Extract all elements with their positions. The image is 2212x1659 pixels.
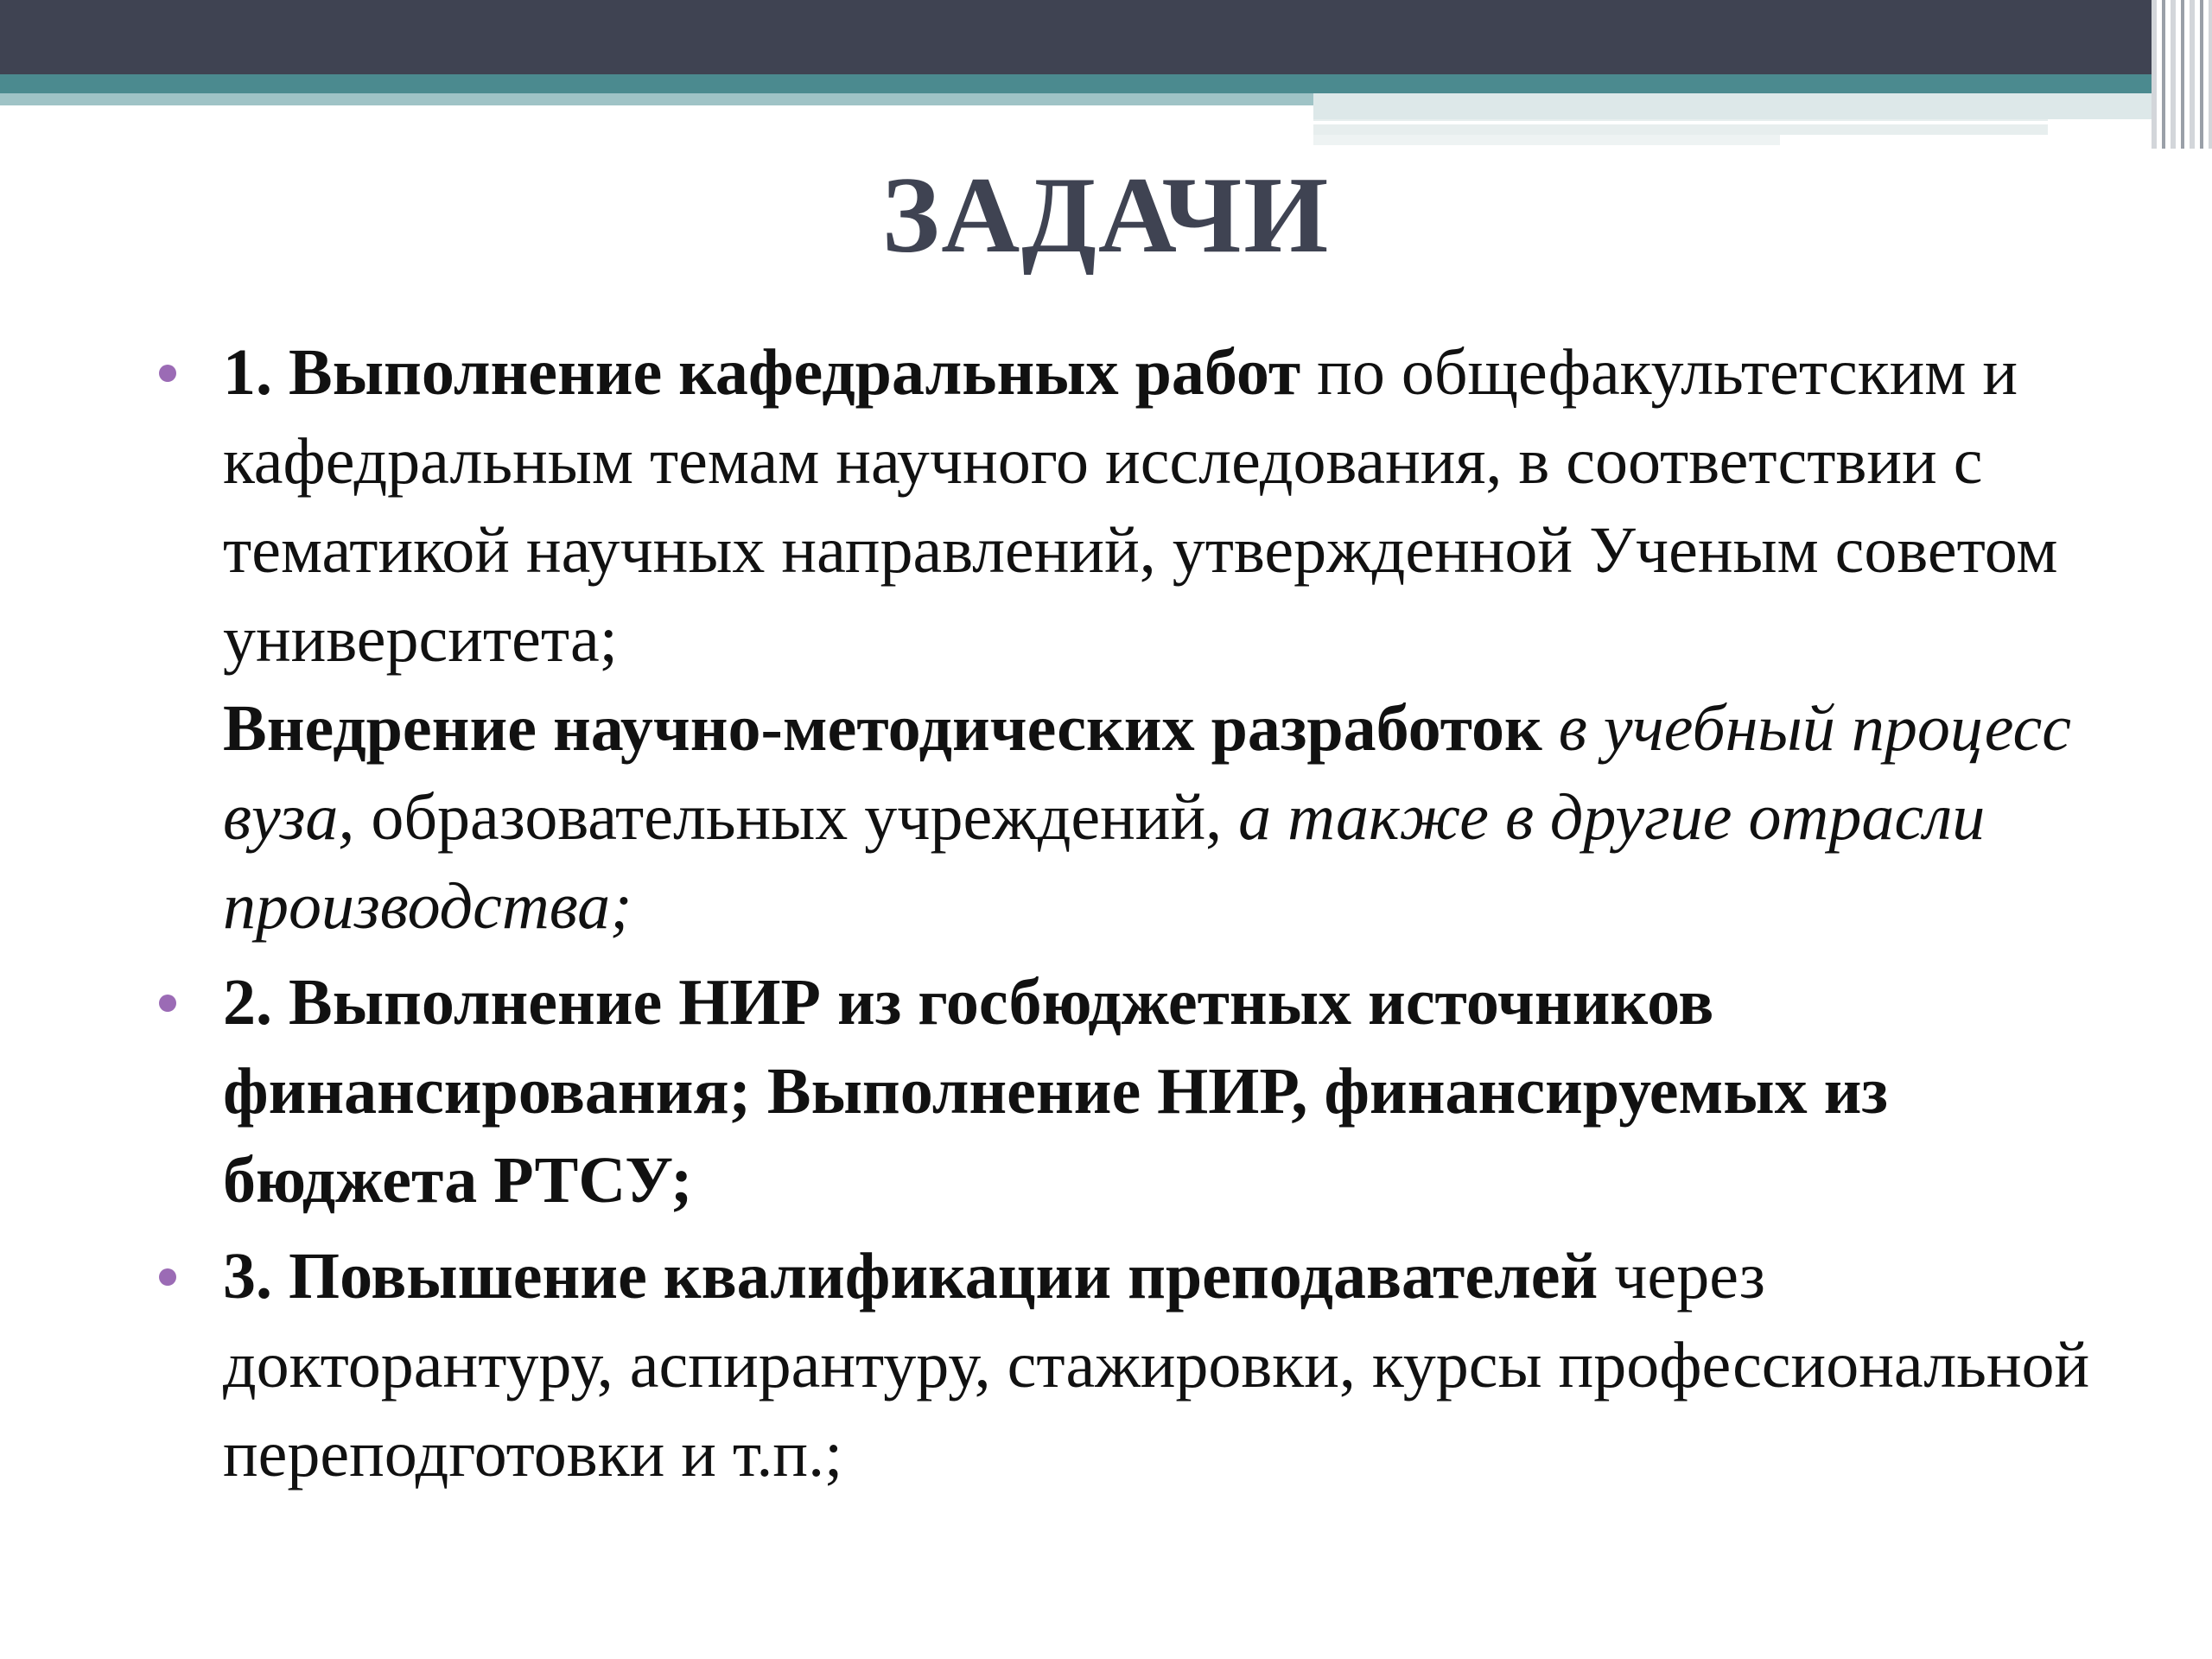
item-bold-text: 3. Повышение квалификации преподавателей [223, 1240, 1599, 1313]
header-band-dark [0, 0, 2212, 74]
header-band-step [1313, 93, 2212, 119]
header-band-teal-light [0, 93, 1313, 105]
item-text: по общефакультетским и кафедральным темам научного исследования, в соответствии с тематикой научных направлений, утвержденной Ученым советом университета; [223, 336, 2058, 676]
header-band-step [1313, 135, 1780, 145]
list-item [159, 958, 2146, 1225]
header-band-teal [0, 74, 2212, 93]
slide-title: ЗАДАЧИ [881, 156, 1331, 276]
item-italic-text: а также в другие отрасли производства; [223, 781, 1986, 943]
item-text: образовательных учреждений, [354, 781, 1223, 854]
bullet-dot-icon [159, 1268, 176, 1286]
header-band-line [1313, 121, 2048, 124]
list-item [159, 1232, 2146, 1499]
decorative-stripes [2152, 0, 2212, 149]
bullet-list [159, 328, 2146, 1499]
bullet-dot-icon [159, 995, 176, 1012]
item-bold-text: Внедрение научно-методических разработок [223, 692, 1542, 765]
bullet-dot-icon [159, 365, 176, 382]
list-item [159, 328, 2146, 951]
item-bold-text: 1. Выполнение кафедральных работ [223, 336, 1301, 409]
item-bold-text: 2. Выполнение НИР из госбюджетных источников финансирования; Выполнение НИР, финансируемых из бюджета РТСУ; [223, 966, 1888, 1217]
item-text: через докторантуру, аспирантуру, стажировки, курсы профессиональной переподготовки и т.п.; [223, 1240, 2090, 1491]
item-italic-text: в учебный процесс вуза, [223, 692, 2071, 854]
